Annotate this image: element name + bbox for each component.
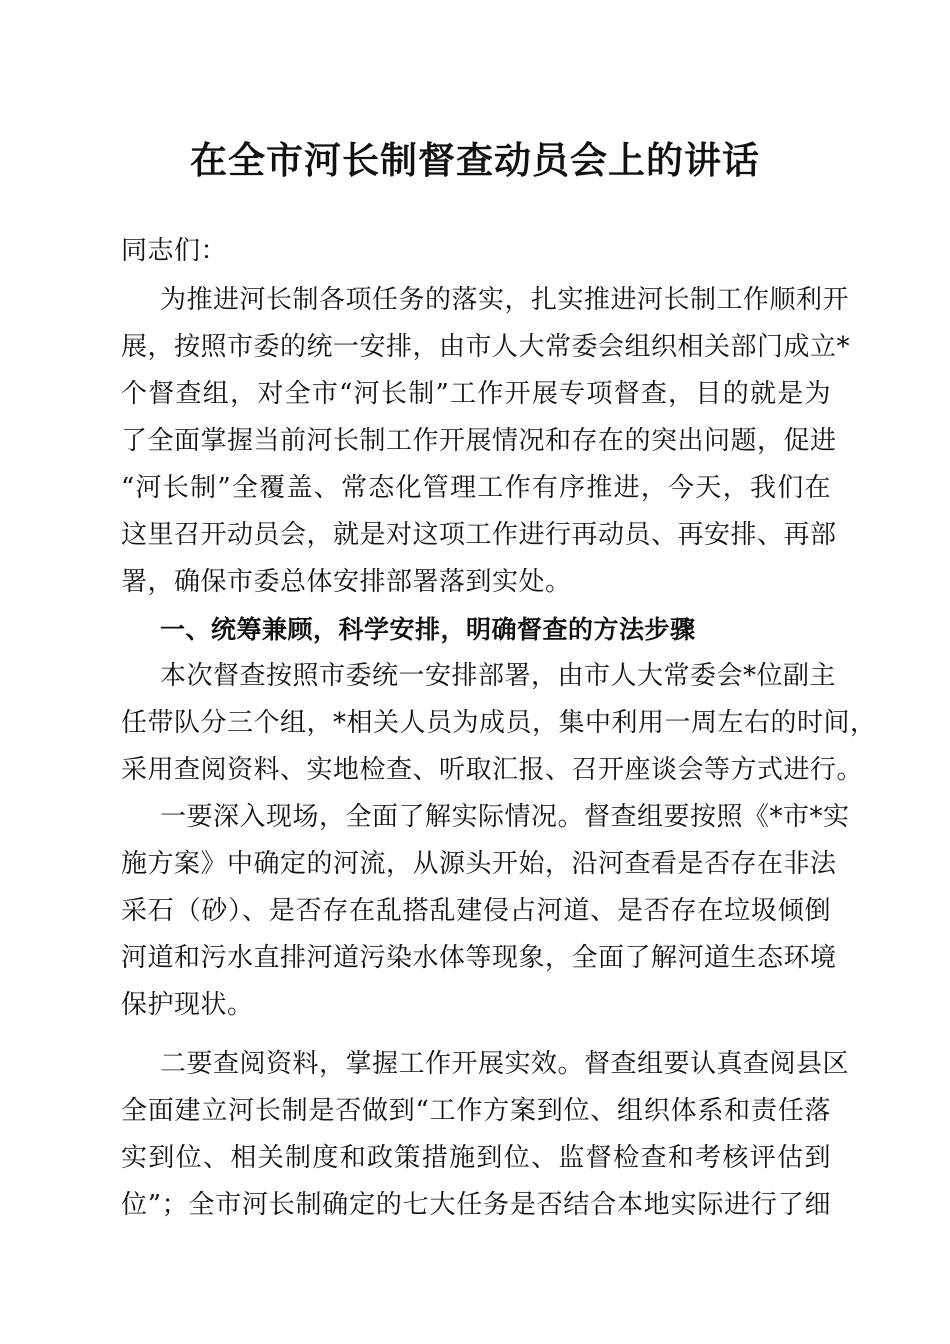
paragraph-line: 展，按照市委的统一安排，由市人大常委会组织相关部门成立* bbox=[121, 332, 851, 362]
document-body bbox=[121, 228, 877, 1229]
paragraph-intro bbox=[121, 277, 851, 606]
paragraph-line: 采用查阅资料、实地检查、听取汇报、召开座谈会等方式进行。 bbox=[121, 755, 864, 785]
paragraph-line: 保护现状。 bbox=[121, 990, 254, 1020]
paragraph-line: 位”；全市河长制确定的七大任务是否结合本地实际进行了细 bbox=[121, 1190, 831, 1220]
paragraph-line: 施方案》中确定的河流，从源头开始，沿河查看是否存在非法 bbox=[121, 849, 837, 879]
paragraph-line: 这里召开动员会，就是对这项工作进行再动员、再安排、再部 bbox=[121, 520, 837, 550]
paragraph-method bbox=[121, 653, 877, 794]
paragraph-line: 个督查组，对全市“河长制”工作开展专项督查，目的就是为 bbox=[121, 379, 831, 409]
paragraph-line: 二要查阅资料，掌握工作开展实效。督查组要认真查阅县区 bbox=[160, 1049, 850, 1079]
salutation: 同志们： bbox=[121, 236, 228, 266]
paragraph-line: “河长制”全覆盖、常态化管理工作有序推进，今天，我们在 bbox=[121, 473, 831, 503]
paragraph-line: 河道和污水直排河道污染水体等现象，全面了解河道生态环境 bbox=[121, 943, 837, 973]
paragraph-line: 为推进河长制各项任务的落实，扎实推进河长制工作顺利开 bbox=[160, 285, 850, 315]
paragraph-line: 采石（砂）、是否存在乱搭乱建侵占河道、是否存在垃圾倾倒 bbox=[121, 896, 831, 926]
section-heading: 一、统筹兼顾，科学安排，明确督查的方法步骤 bbox=[160, 615, 696, 644]
paragraph-line: 实到位、相关制度和政策措施到位、监督检查和考核评估到 bbox=[121, 1143, 831, 1173]
paragraph-site-visit bbox=[121, 794, 850, 1029]
paragraph-line: 任带队分三个组，*相关人员为成员，集中利用一周左右的时间， bbox=[121, 708, 877, 738]
paragraph-line: 一要深入现场，全面了解实际情况。督查组要按照《*市*实 bbox=[160, 802, 850, 832]
paragraph-line: 了全面掌握当前河长制工作开展情况和存在的突出问题，促进 bbox=[121, 426, 837, 456]
paragraph-review-materials bbox=[121, 1041, 850, 1229]
paragraph-line: 本次督查按照市委统一安排部署，由市人大常委会*位副主 bbox=[160, 661, 837, 691]
paragraph-line: 署，确保市委总体安排部署落到实处。 bbox=[121, 567, 572, 597]
paragraph-line: 全面建立河长制是否做到“工作方案到位、组织体系和责任落 bbox=[121, 1096, 831, 1126]
page-title: 在全市河长制督查动员会上的讲话 bbox=[190, 138, 760, 182]
